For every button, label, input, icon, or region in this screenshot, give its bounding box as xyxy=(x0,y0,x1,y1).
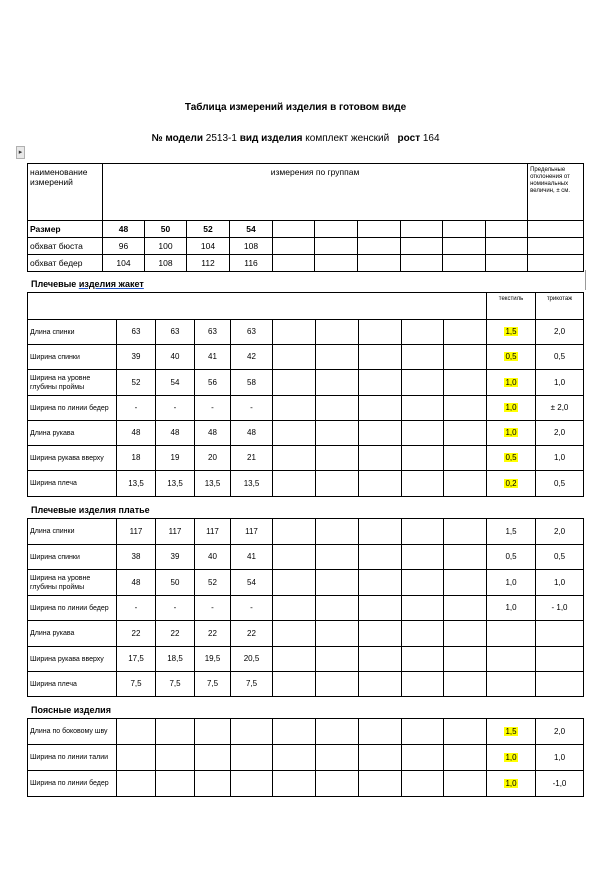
textile-tolerance: 1,5 xyxy=(505,726,517,736)
value-cell: 48 xyxy=(117,570,156,596)
value-cell: 108 xyxy=(145,255,187,272)
value-cell: 117 xyxy=(156,519,195,545)
textile-tolerance: 0,2 xyxy=(505,478,517,488)
textile-tolerance: 1,0 xyxy=(505,377,517,387)
value-cell: 19,5 xyxy=(195,647,231,672)
type-value: комплект женский xyxy=(305,133,390,144)
value-cell: 17,5 xyxy=(117,647,156,672)
value-cell: 41 xyxy=(195,345,231,370)
value-cell: 22 xyxy=(156,621,195,647)
value-cell: 18 xyxy=(117,446,156,471)
value-cell: 18,5 xyxy=(156,647,195,672)
row-label: Длина спинки xyxy=(28,519,117,545)
knit-tolerance xyxy=(536,672,584,697)
value-cell: 117 xyxy=(117,519,156,545)
value-cell: 7,5 xyxy=(117,672,156,697)
groups-header: измерения по группам xyxy=(103,164,528,221)
knit-tolerance: 2,0 xyxy=(536,719,584,745)
value-cell: - xyxy=(195,396,231,421)
value-cell: - xyxy=(156,396,195,421)
value-cell: 117 xyxy=(231,519,273,545)
waist-table xyxy=(27,718,584,797)
row-label: Ширина плеча xyxy=(28,471,117,497)
size-label: Размер xyxy=(28,221,103,238)
value-cell: 13,5 xyxy=(117,471,156,497)
value-cell: - xyxy=(231,396,273,421)
jacket-section-title xyxy=(31,279,144,289)
value-cell: 7,5 xyxy=(156,672,195,697)
textile-tolerance: 1,0 xyxy=(505,403,517,412)
value-cell: 63 xyxy=(156,320,195,345)
col-knit-header: трикотаж xyxy=(536,293,584,320)
knit-tolerance: 1,0 xyxy=(536,570,584,596)
knit-tolerance xyxy=(536,621,584,647)
textile-tolerance: 1,0 xyxy=(487,570,536,596)
value-cell: 116 xyxy=(230,255,273,272)
row-label: обхват бедер xyxy=(28,255,103,272)
row-label: обхват бюста xyxy=(28,238,103,255)
row-label: Длина по боковому шву xyxy=(28,719,117,745)
jacket-table xyxy=(27,292,584,497)
value-cell: 7,5 xyxy=(231,672,273,697)
row-label: Ширина на уровне глубины проймы xyxy=(28,570,117,596)
value-cell: 117 xyxy=(195,519,231,545)
value-cell: 22 xyxy=(117,621,156,647)
value-cell: - xyxy=(117,396,156,421)
textile-tolerance xyxy=(487,647,536,672)
deviation-header: Предельные отклонения от номинальных величин, ± см. xyxy=(528,164,584,221)
value-cell: - xyxy=(156,596,195,621)
value-cell: 48 xyxy=(156,421,195,446)
value-cell: 40 xyxy=(195,545,231,570)
textile-tolerance: 1,5 xyxy=(487,519,536,545)
value-cell: 7,5 xyxy=(195,672,231,697)
value-cell: 96 xyxy=(103,238,145,255)
row-label: Длина спинки xyxy=(28,320,117,345)
size-cell: 50 xyxy=(145,221,187,238)
value-cell: 48 xyxy=(231,421,273,446)
value-cell: 104 xyxy=(187,238,230,255)
table-move-handle-icon[interactable]: ▸ xyxy=(16,146,25,159)
knit-tolerance: 1,0 xyxy=(536,745,584,771)
textile-tolerance: 0,5 xyxy=(505,453,517,462)
knit-tolerance xyxy=(536,647,584,672)
model-label: № модели xyxy=(151,133,204,144)
row-label: Длина рукава xyxy=(28,421,117,446)
value-cell: 52 xyxy=(117,370,156,396)
value-cell: 13,5 xyxy=(231,471,273,497)
value-cell: 39 xyxy=(117,345,156,370)
knit-tolerance: - 1,0 xyxy=(536,596,584,621)
document-title: Таблица измерений изделия в готовом виде xyxy=(184,102,407,113)
knit-tolerance: 1,0 xyxy=(536,370,584,396)
value-cell: 13,5 xyxy=(195,471,231,497)
value-cell: 13,5 xyxy=(156,471,195,497)
value-cell: 39 xyxy=(156,545,195,570)
value-cell: 22 xyxy=(231,621,273,647)
type-label: вид изделия xyxy=(239,133,303,144)
main-size-table xyxy=(27,163,584,272)
model-value: 2513-1 xyxy=(205,133,237,144)
value-cell: - xyxy=(117,596,156,621)
value-cell: 19 xyxy=(156,446,195,471)
value-cell: 48 xyxy=(117,421,156,446)
knit-tolerance: 2,0 xyxy=(536,320,584,345)
size-cell: 52 xyxy=(187,221,230,238)
row-label: Ширина на уровне глубины проймы xyxy=(28,370,117,396)
model-info-line xyxy=(0,133,591,144)
textile-tolerance: 1,5 xyxy=(505,327,517,336)
row-label: Ширина рукава вверху xyxy=(28,446,117,471)
knit-tolerance: 1,0 xyxy=(536,446,584,471)
dress-section-title: Плечевые изделия платье xyxy=(31,505,150,515)
row-label: Длина рукава xyxy=(28,621,117,647)
knit-tolerance: ± 2,0 xyxy=(536,396,584,421)
size-cell: 54 xyxy=(230,221,273,238)
knit-tolerance: 2,0 xyxy=(536,519,584,545)
waist-section-title: Поясные изделия xyxy=(31,705,111,715)
value-cell: 20,5 xyxy=(231,647,273,672)
value-cell: 20 xyxy=(195,446,231,471)
value-cell: 22 xyxy=(195,621,231,647)
value-cell: - xyxy=(231,596,273,621)
name-header: наименование измерений xyxy=(28,164,103,221)
value-cell: 40 xyxy=(156,345,195,370)
size-cell: 48 xyxy=(103,221,145,238)
row-label: Ширина спинки xyxy=(28,545,117,570)
value-cell: 58 xyxy=(231,370,273,396)
knit-tolerance: 0,5 xyxy=(536,545,584,570)
textile-tolerance: 1,0 xyxy=(487,596,536,621)
value-cell: 63 xyxy=(231,320,273,345)
value-cell: 56 xyxy=(195,370,231,396)
value-cell: 42 xyxy=(231,345,273,370)
row-label: Ширина по линии бедер xyxy=(28,396,117,421)
value-cell: 48 xyxy=(195,421,231,446)
value-cell: 41 xyxy=(231,545,273,570)
value-cell: 52 xyxy=(195,570,231,596)
textile-tolerance: 0,5 xyxy=(505,352,517,361)
knit-tolerance: 2,0 xyxy=(536,421,584,446)
textile-tolerance xyxy=(487,672,536,697)
dress-table xyxy=(27,518,584,697)
value-cell: 38 xyxy=(117,545,156,570)
knit-tolerance: 0,5 xyxy=(536,345,584,370)
value-cell: 108 xyxy=(230,238,273,255)
knit-tolerance: 0,5 xyxy=(536,471,584,497)
value-cell: 50 xyxy=(156,570,195,596)
value-cell: 63 xyxy=(195,320,231,345)
value-cell: 54 xyxy=(231,570,273,596)
jacket-title-underlined: изделия жакет xyxy=(78,279,144,289)
textile-tolerance xyxy=(487,621,536,647)
textile-tolerance: 0,5 xyxy=(487,545,536,570)
knit-tolerance: -1,0 xyxy=(536,771,584,797)
height-value: 164 xyxy=(422,133,440,144)
value-cell: 63 xyxy=(117,320,156,345)
value-cell: 21 xyxy=(231,446,273,471)
textile-tolerance: 1,0 xyxy=(505,428,517,437)
textile-tolerance: 1,0 xyxy=(505,778,517,788)
row-label: Ширина плеча xyxy=(28,672,117,697)
row-label: Ширина рукава вверху xyxy=(28,647,117,672)
row-label: Ширина по линии бедер xyxy=(28,771,117,797)
value-cell: 100 xyxy=(145,238,187,255)
row-label: Ширина по линии талии xyxy=(28,745,117,771)
margin-line xyxy=(585,270,586,290)
row-label: Ширина по линии бедер xyxy=(28,596,117,621)
row-label: Ширина спинки xyxy=(28,345,117,370)
value-cell: 112 xyxy=(187,255,230,272)
jacket-title-plain: Плечевые xyxy=(31,279,79,289)
textile-tolerance: 1,0 xyxy=(505,752,517,762)
value-cell: 54 xyxy=(156,370,195,396)
height-label: рост xyxy=(397,133,421,144)
value-cell: 104 xyxy=(103,255,145,272)
col-textile-header: текстиль xyxy=(487,293,536,320)
value-cell: - xyxy=(195,596,231,621)
